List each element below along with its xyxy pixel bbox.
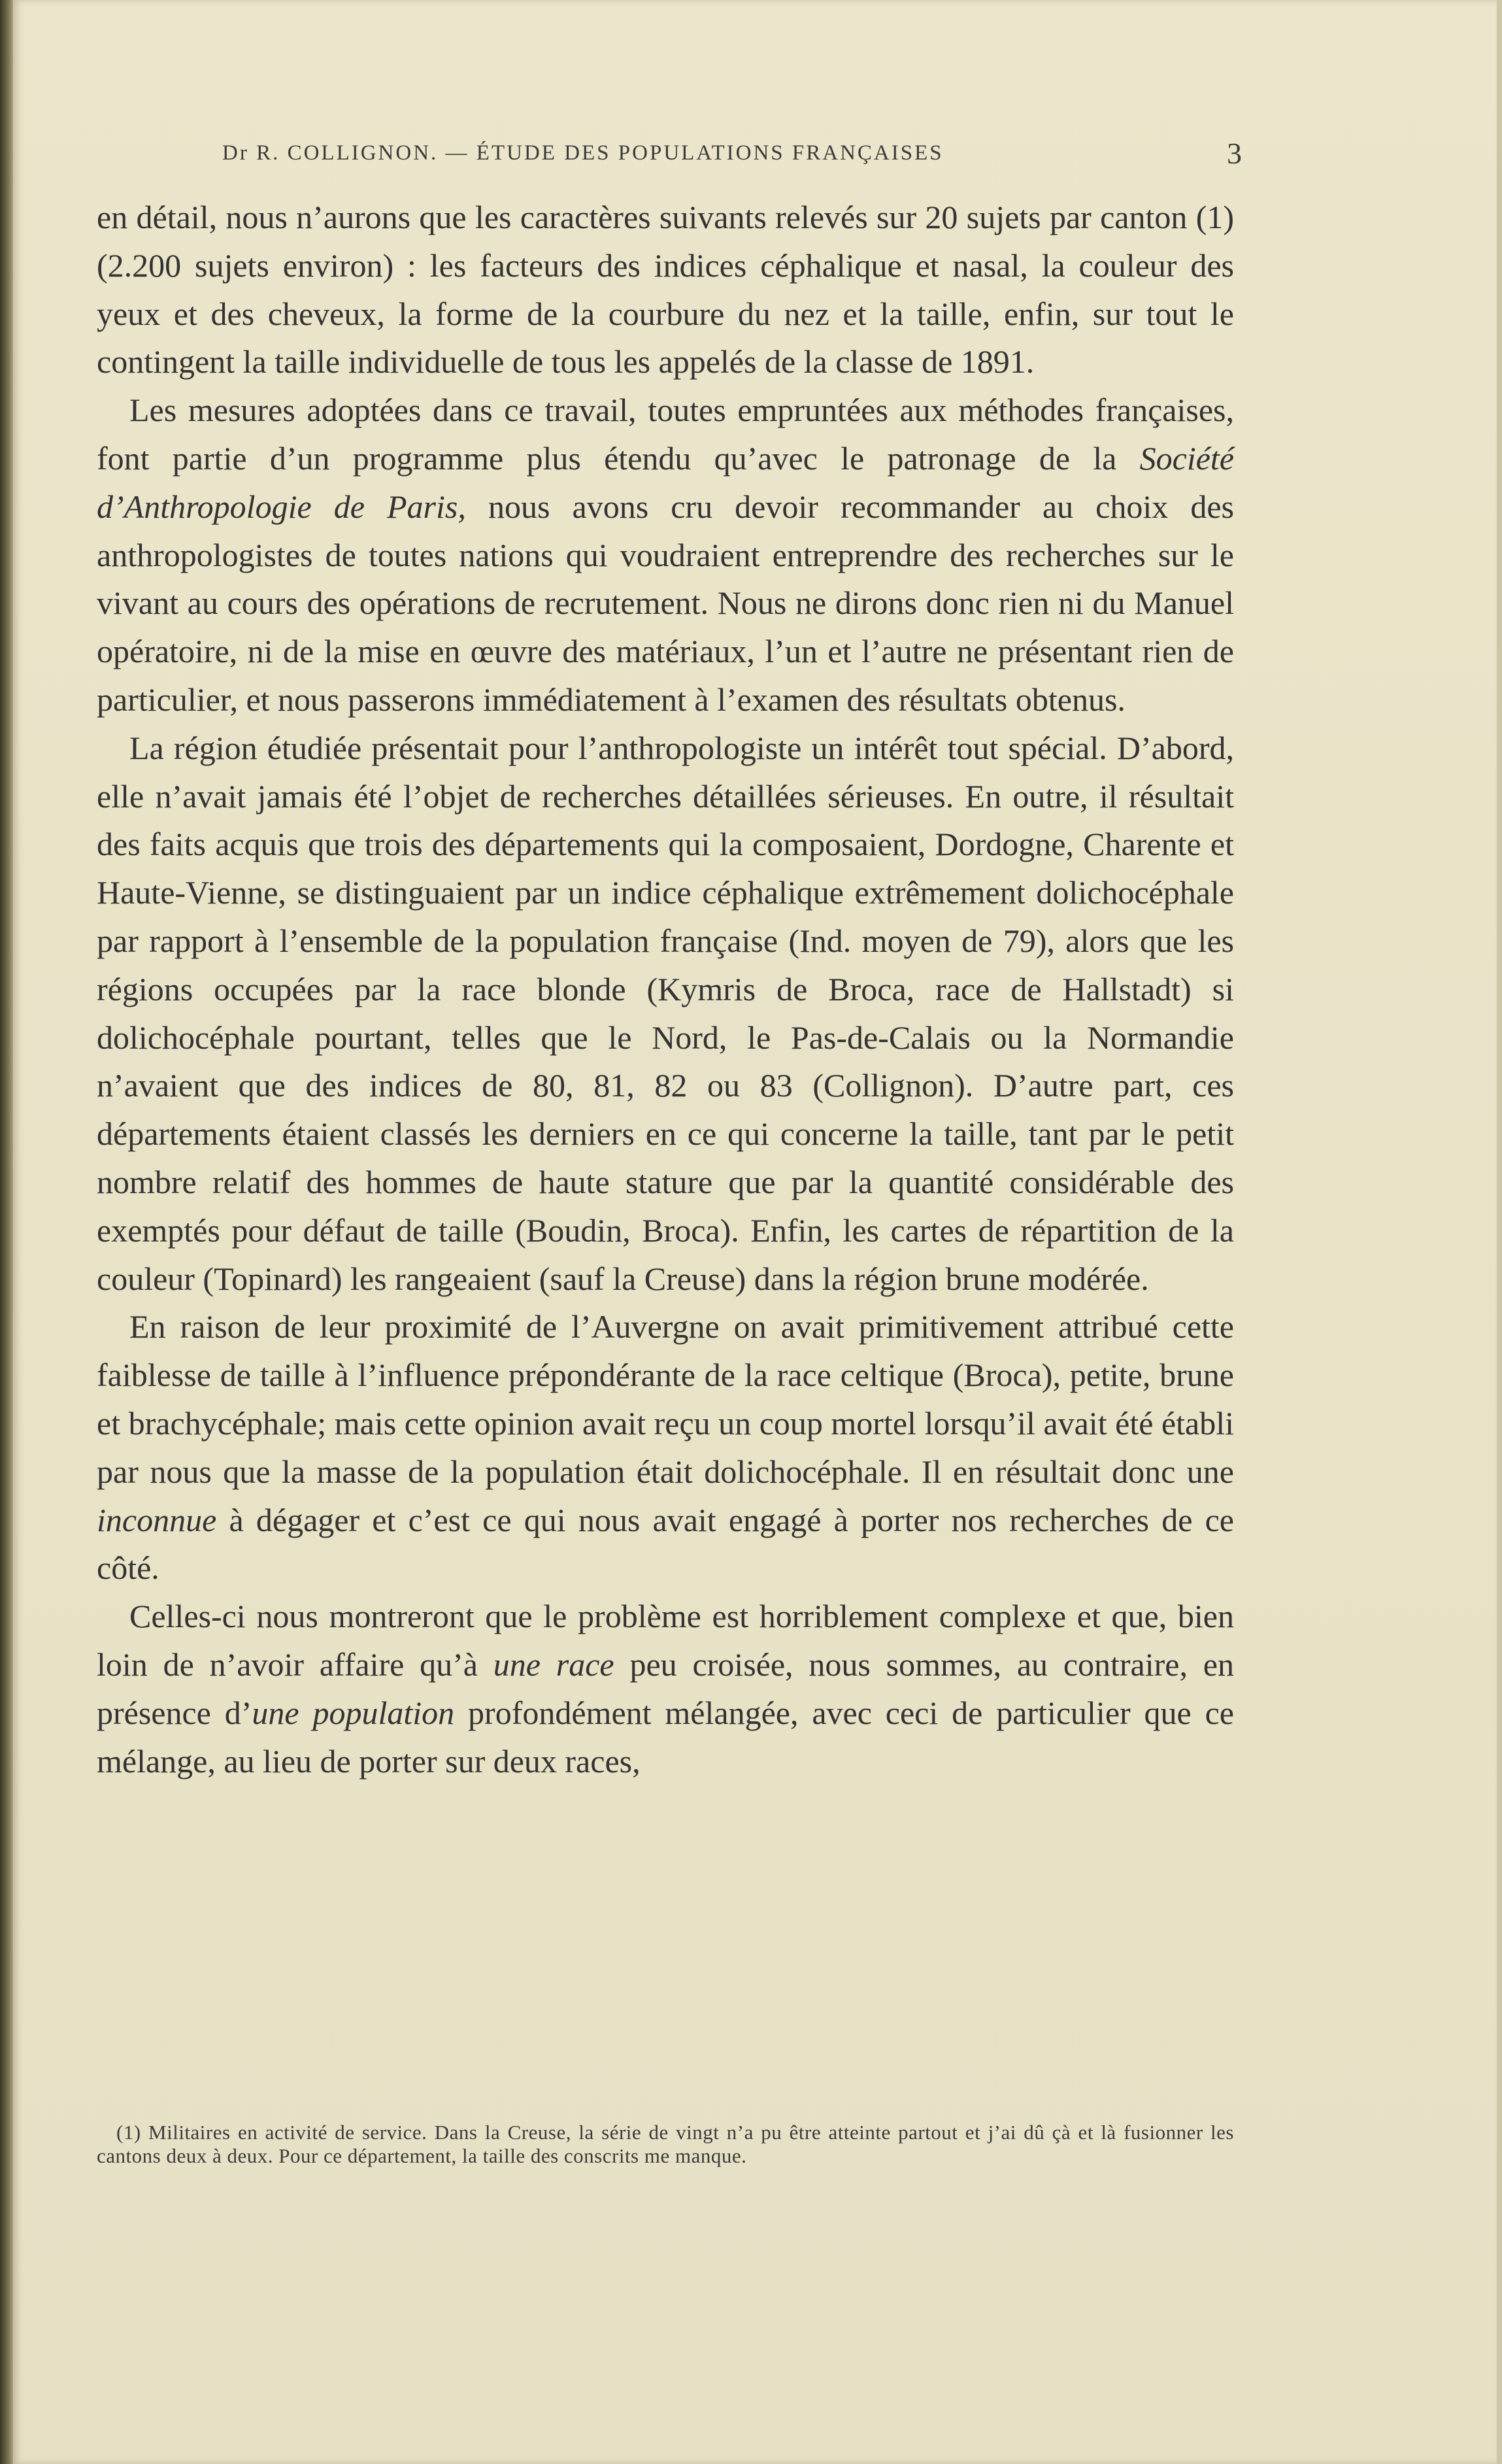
body-text <box>97 194 1234 1785</box>
paragraph-4-text-b: à dégager et c’est ce qui nous avait engagé à porter nos recherches de ce côté. <box>97 1501 1234 1587</box>
emphasis-inconnue: inconnue <box>97 1501 217 1538</box>
emphasis-une-population: une population <box>252 1694 455 1731</box>
page-number: 3 <box>1227 137 1242 170</box>
paragraph-4-text-a: En raison de leur proximité de l’Auvergne on avait primitivement attribué cette faiblesse de taille à l’influence prépondérante de la race celtique (Broca), petite, brune et brachycéphale; mais cette opinion avait reçu un coup mortel lorsqu’il avait été établi par nous que la masse de la population était dolichocéphale. Il en résultait donc une <box>97 1308 1234 1490</box>
book-page <box>13 0 1497 2464</box>
paragraph-3 <box>97 724 1234 1304</box>
society-name: Société d’Anthropologie de Paris, <box>97 439 1234 525</box>
paragraph-5-text-b: peu croisée, nous sommes, au contraire, en présence d’ <box>97 1645 1234 1731</box>
paragraph-1-text: en détail, nous n’aurons que les caractères suivants relevés sur 20 sujets par canton (1) (2.200 sujets environ) : les facteurs des indices céphalique et nasal, la couleur des yeux et des cheveux, la forme de la courbure du nez et la taille, enfin, sur tout le contingent la taille individuelle de tous les appelés de la classe de 1891. <box>97 199 1234 380</box>
footnote: (1) Militaires en activité de service. Dans la Creuse, la série de vingt n’a pu être atteinte partout et j’ai dû çà et là fusionner les cantons deux à deux. Pour ce département, la taille des conscrits me manque. <box>97 2121 1234 2167</box>
paragraph-2-text-a: Les mesures adoptées dans ce travail, toutes empruntées aux méthodes françaises, font partie d’un programme plus étendu qu’avec le patronage de la <box>97 392 1234 477</box>
paragraph-5-text-a: Celles-ci nous montreront que le problème est horriblement complexe et que, bien loin de n’avoir affaire qu’à <box>97 1598 1234 1683</box>
emphasis-une-race: une race <box>493 1645 614 1683</box>
page-header <box>222 136 1242 175</box>
paragraph-3-text: La région étudiée présentait pour l’anthropologiste un intérêt tout spécial. D’abord, elle n’avait jamais été l’objet de recherches détaillées sérieuses. En outre, il résultait des faits acquis que trois des départements qui la composaient, Dordogne, Charente et Haute-Vienne, se distinguaient par un indice céphalique extrêmement dolichocéphale par rapport à l’ensemble de la population française (Ind. moyen de 79), alors que les régions occupées par la race blonde (Kymris de Broca, race de Hallstadt) si dolichocéphale pourtant, telles que le Nord, le Pas-de-Calais ou la Normandie n’avaient que des indices de 80, 81, 82 ou 83 (Collignon). D’autre part, ces départements étaient classés les derniers en ce qui concerne la taille, tant par le petit nombre relatif des hommes de haute stature que par la quantité considérable des exemptés pour défaut de taille (Boudin, Broca). Enfin, les cartes de répartition de la couleur (Topinard) les rangeaient (sauf la Creuse) dans la région brune modérée. <box>97 729 1234 1297</box>
paragraph-2-text-b: nous avons cru devoir recommander au choix des anthropologistes de toutes nations qui voudraient entreprendre des recherches sur le vivant au cours des opérations de recrutement. Nous ne dirons donc rien ni du Manuel opératoire, ni de la mise en œuvre des matériaux, l’un et l’autre ne présentant rien de particulier, et nous passerons immédiatement à l’examen des résultats obtenus. <box>97 488 1234 718</box>
page-binding-edge <box>0 0 14 2464</box>
paragraph-2 <box>97 386 1234 724</box>
running-title: Dr R. COLLIGNON. — ÉTUDE DES POPULATIONS FRANÇAISES <box>222 141 944 165</box>
paragraph-4 <box>97 1303 1234 1593</box>
paragraph-5 <box>97 1593 1234 1785</box>
paragraph-5-text-c: profondément mélangée, avec ceci de particulier que ce mélange, au lieu de porter sur deux races, <box>97 1694 1235 1780</box>
paragraph-1 <box>97 194 1234 386</box>
